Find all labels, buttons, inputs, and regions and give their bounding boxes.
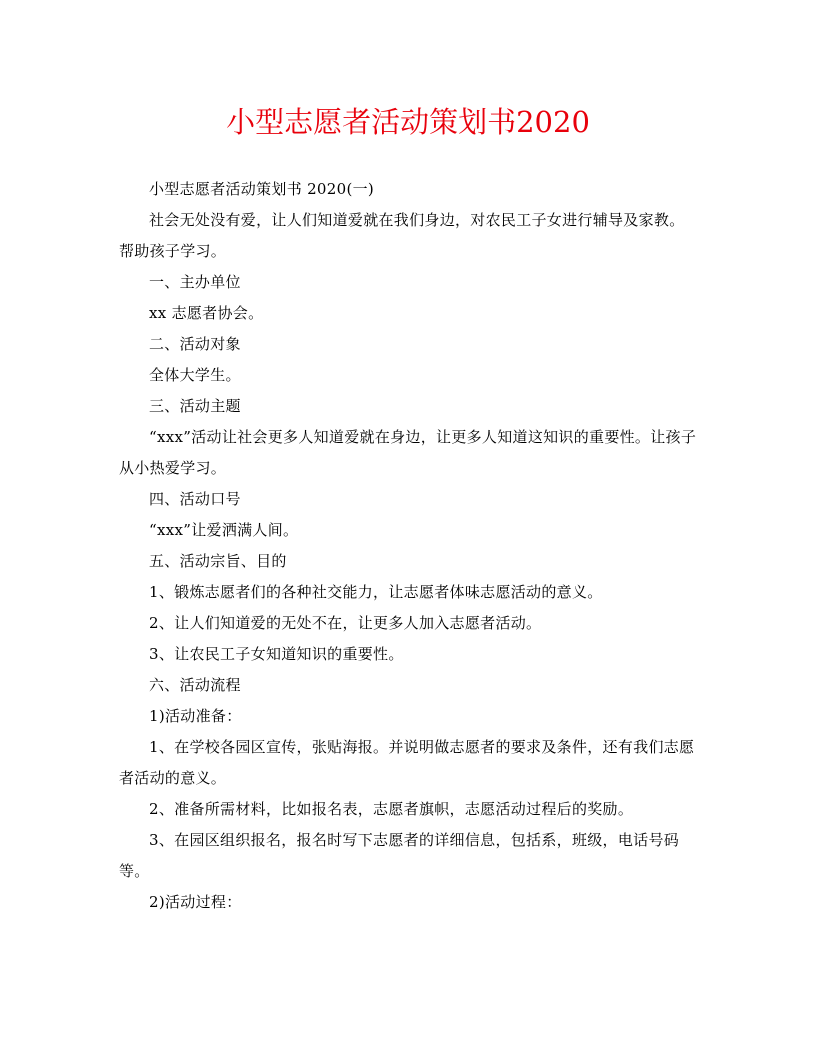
list-item-preparation-2: 2、准备所需材料，比如报名表，志愿者旗帜，志愿活动过程后的奖励。: [149, 800, 634, 818]
paragraph-theme: “xxx”活动让社会更多人知道爱就在身边，让更多人知道这知识的重要性。让孩子从小热爱学习。: [119, 428, 697, 477]
subheading-preparation: 1)活动准备：: [149, 707, 242, 725]
section-heading-organizer: 一、主办单位: [149, 273, 241, 291]
section-heading-slogan: 四、活动口号: [149, 490, 241, 508]
list-item-purpose-2: 2、让人们知道爱的无处不在，让更多人加入志愿者活动。: [149, 614, 542, 632]
list-item-preparation-1: 1、在学校各园区宣传，张贴海报。并说明做志愿者的要求及条件，还有我们志愿者活动的意义。: [119, 738, 695, 787]
paragraph-slogan: “xxx”让爱洒满人间。: [149, 521, 299, 539]
section-heading-process: 六、活动流程: [149, 676, 241, 694]
list-item-purpose-3: 3、让农民工子女知道知识的重要性。: [149, 645, 404, 663]
subheading-process: 2)活动过程：: [149, 893, 242, 911]
section-heading-purpose: 五、活动宗旨、目的: [149, 552, 287, 570]
list-item-preparation-3: 3、在园区组织报名，报名时写下志愿者的详细信息，包括系，班级，电话号码等。: [119, 831, 680, 880]
paragraph-intro: 社会无处没有爱，让人们知道爱就在我们身边，对农民工子女进行辅导及家教。帮助孩子学习。: [119, 211, 685, 260]
list-item-purpose-1: 1、锻炼志愿者们的各种社交能力，让志愿者体味志愿活动的意义。: [149, 583, 603, 601]
document-title: 小型志愿者活动策划书2020: [226, 105, 590, 139]
paragraph-organizer: xx 志愿者协会。: [149, 304, 264, 322]
paragraph-audience: 全体大学生。: [149, 366, 241, 384]
paragraph-subtitle: 小型志愿者活动策划书 2020(一): [149, 180, 375, 198]
section-heading-theme: 三、活动主题: [149, 397, 241, 415]
section-heading-audience: 二、活动对象: [149, 335, 241, 353]
document-body: [119, 174, 699, 918]
